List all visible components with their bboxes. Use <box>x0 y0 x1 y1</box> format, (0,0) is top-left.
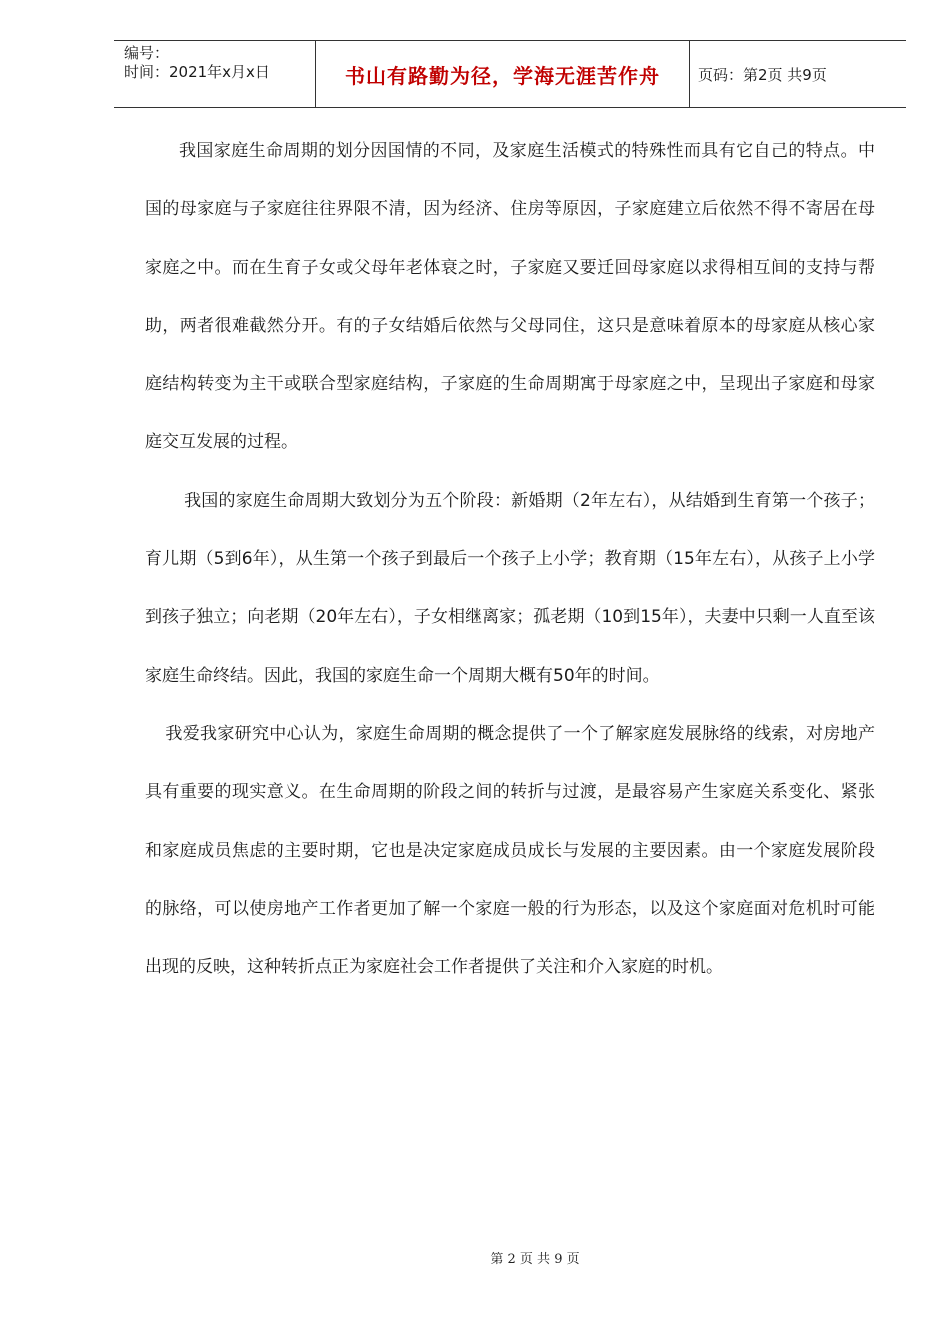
time-label: 时间：2021年x月x日 <box>124 63 270 81</box>
document-body <box>145 122 875 996</box>
serial-label: 编号： <box>124 44 170 62</box>
paragraph-research-center: 我爱我家研究中心认为，家庭生命周期的概念提供了一个了解家庭发展脉络的线索，对房地产具有重要的现实意义。在生命周期的阶段之间的转折与过渡，是最容易产生家庭关系变化、紧张和家庭成员焦虑的主要时期，它也是决定家庭成员成长与发展的主要因素。由一个家庭发展阶段的脉络，可以使房地产工作者更加了解一个家庭一般的行为形态，以及这个家庭面对危机时可能出现的反映，这种转折点正为家庭社会工作者提供了关注和介入家庭的时机。 <box>145 723 875 978</box>
paragraph-family-lifecycle-china: 我国家庭生命周期的划分因国情的不同，及家庭生活模式的特殊性而具有它自己的特点。中国的母家庭与子家庭往往界限不清，因为经济、住房等原因，子家庭建立后依然不得不寄居在母家庭之中。而在生育子女或父母年老体衰之时，子家庭又要迁回母家庭以求得相互间的支持与帮助，两者很难截然分开。有的子女结婚后依然与父母同住，这只是意味着原本的母家庭从核心家庭结构转变为主干或联合型家庭结构，子家庭的生命周期寓于母家庭之中，呈现出子家庭和母家庭交互发展的过程。 <box>145 141 875 453</box>
header-meta-cell <box>114 41 316 107</box>
page-footer: 第 2 页 共 9 页 <box>490 1252 580 1267</box>
motto-text: 书山有路勤为径，学海无涯苦作舟 <box>345 63 660 88</box>
document-header <box>114 40 906 108</box>
page-info: 页码：第2页 共9页 <box>698 65 827 84</box>
header-motto-cell <box>316 41 690 107</box>
header-page-cell <box>690 41 906 107</box>
paragraph-five-stages: 我国的家庭生命周期大致划分为五个阶段：新婚期（2年左右），从结婚到生育第一个孩子；育儿期（5到6年），从生第一个孩子到最后一个孩子上小学；教育期（15年左右），从孩子上小学到孩子独立；向老期（20年左右），子女相继离家；孤老期（10到15年），夫妻中只剩一人直至该家庭生命终结。因此，我国的家庭生命一个周期大概有50年的时间。 <box>145 490 875 686</box>
